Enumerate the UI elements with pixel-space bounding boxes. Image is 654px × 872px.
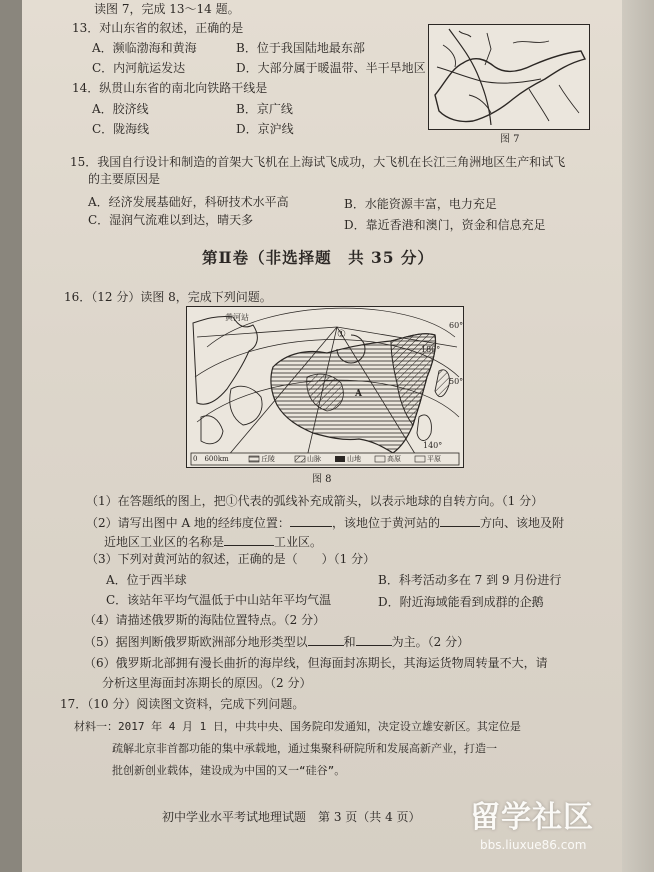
shandong-map-drawing [429, 25, 589, 129]
lat-60-label: 60° [449, 321, 464, 330]
question-17-stem: 17．（10 分）阅读图文资料，完成下列问题。 [60, 697, 305, 711]
figure-8-map [186, 306, 464, 468]
q17-material-line3: 批创新创业载体，建设成为中国的又一“硅谷”。 [112, 764, 346, 777]
q16-sub2-text-b: ，该地位于黄河站的 [331, 516, 440, 530]
q16-sub2-line1 [86, 515, 564, 531]
q15-option-d: D．靠近香港和澳门，资金和信息充足 [344, 218, 546, 232]
q15-option-b: B．水能资源丰富，电力充足 [344, 197, 497, 211]
lon-180-label: 180° [421, 345, 441, 354]
figure-7-caption: 图 7 [500, 134, 520, 145]
answer-blank-industrial-zone[interactable] [224, 534, 274, 546]
q16-sub6-line1: （6）俄罗斯北部拥有漫长曲折的海岸线，但海面封冻期长，其海运货物周转量不大，请 [84, 656, 548, 670]
q16-sub2-text-a: （2）请写出图中 A 地的经纬度位置： [86, 516, 290, 530]
q16-sub5-text-a: （5）据图判断俄罗斯欧洲部分地形类型以 [84, 635, 308, 649]
section-2-title: 第Ⅱ卷（非选择题 共 35 分） [202, 248, 434, 267]
q14-option-d: D．京沪线 [236, 122, 294, 136]
q14-option-b: B．京广线 [236, 102, 293, 116]
answer-blank-direction[interactable] [440, 515, 480, 527]
answer-blank-terrain-2[interactable] [356, 634, 392, 646]
question-13-stem: 13．对山东省的叙述，正确的是 [72, 21, 244, 35]
q16-sub4: （4）请描述俄罗斯的海陆位置特点。（2 分） [84, 613, 326, 627]
exam-page [22, 0, 622, 872]
legend-plateau: 高原 [387, 455, 401, 463]
legend-hills: 丘陵 [261, 455, 275, 463]
figure-8-caption: 图 8 [312, 474, 332, 485]
russia-polar-map-drawing [187, 307, 463, 467]
q16-sub3-option-b: B．科考活动多在 7 到 9 月份进行 [378, 573, 562, 587]
lon-140-label: 140° [423, 441, 443, 450]
q16-sub2-text-d: 近地区工业区的名称是 [104, 535, 225, 549]
lat-50-label: 50° [449, 377, 464, 386]
station-label: 黄河站 [225, 313, 249, 322]
q16-sub5 [84, 634, 469, 650]
q15-option-c: C．湿润气流难以到达，晴天多 [88, 213, 254, 227]
q16-sub5-text-b: 和 [343, 635, 356, 649]
q15-option-a: A．经济发展基础好，科研技术水平高 [88, 195, 289, 209]
question-15-stem-line2: 的主要原因是 [88, 172, 161, 186]
q14-option-c: C．陇海线 [92, 122, 150, 136]
answer-blank-latlon[interactable] [290, 515, 332, 527]
point-a-label: A [355, 389, 362, 399]
q17-material-line2: 疏解北京非首都功能的集中承载地，通过集聚科研院所和发展高新产业，打造一 [112, 742, 497, 755]
q16-sub2-line2 [104, 534, 322, 550]
question-14-stem: 14．纵贯山东省的南北向铁路干线是 [72, 81, 268, 95]
q16-sub2-text-e: 工业区。 [274, 535, 323, 549]
question-16-stem: 16．（12 分）读图 8，完成下列问题。 [64, 290, 272, 304]
q16-sub3-option-d: D．附近海域能看到成群的企鹅 [378, 595, 544, 609]
legend-mountains: 山地 [347, 455, 361, 463]
watermark-url: bbs.liuxue86.com [480, 838, 587, 852]
q16-sub3-option-a: A．位于西半球 [106, 573, 187, 587]
q17-material-line1: 材料一：2017 年 4 月 1 日，中共中央、国务院印发通知，决定设立雄安新区。其定位是 [74, 720, 521, 733]
q16-sub6-line2: 分析这里海面封冻期长的原因。（2 分） [102, 676, 312, 690]
q13-option-c: C．内河航运发达 [92, 61, 186, 75]
q14-option-a: A．胶济线 [92, 102, 149, 116]
legend-plain: 平原 [427, 455, 441, 463]
answer-blank-terrain-1[interactable] [308, 634, 344, 646]
instruction-text: 读图 7，完成 13～14 题。 [94, 2, 240, 16]
q16-sub1: （1）在答题纸的图上，把①代表的弧线补充成箭头，以表示地球的自转方向。（1 分） [86, 494, 544, 508]
page-footer: 初中学业水平考试地理试题 第 3 页（共 4 页） [162, 810, 421, 824]
q16-sub2-text-c: 方向、该地及附 [479, 516, 564, 530]
q13-option-d: D．大部分属于暖温带、半干旱地区 [236, 61, 426, 75]
right-page-edge [622, 0, 654, 872]
watermark-logo: 留学社区 [470, 800, 594, 835]
legend-ranges: 山脉 [307, 455, 321, 463]
question-15-stem-line1: 15．我国自行设计和制造的首架大飞机在上海试飞成功，大飞机在长江三角洲地区生产和试飞 [70, 155, 566, 169]
scale-label: 0 600km [193, 455, 229, 463]
q13-option-b: B．位于我国陆地最东部 [236, 41, 365, 55]
q13-option-a: A．濒临渤海和黄海 [92, 41, 197, 55]
q16-sub3-option-c: C．该站年平均气温低于中山站年平均气温 [106, 593, 332, 607]
arc-label: ① [337, 329, 346, 340]
q16-sub5-text-c: 为主。（2 分） [391, 635, 470, 649]
q16-sub3: （3）下列对黄河站的叙述，正确的是（ ）（1 分） [86, 552, 376, 566]
figure-7-map [428, 24, 590, 130]
